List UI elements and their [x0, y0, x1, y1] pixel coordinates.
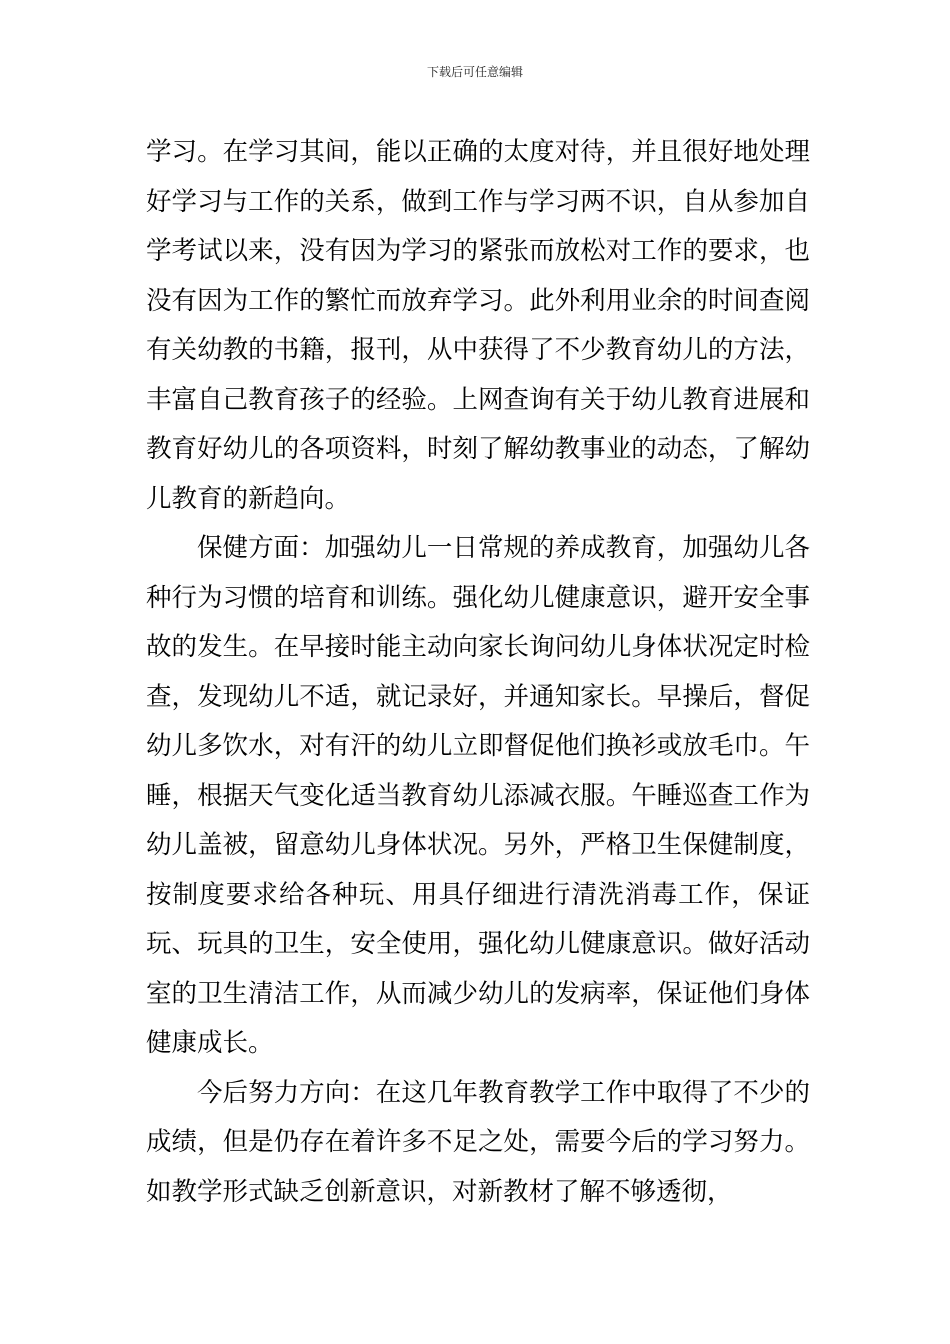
paragraph-health-care: 保健方面：加强幼儿一日常规的养成教育，加强幼儿各种行为习惯的培育和训练。强化幼儿健康意识，避开安全事故的发生。在早接时能主动向家长询问幼儿身体状况定时检查，发现幼儿不适，就记录好，并通知家长。早操后，督促幼儿多饮水，对有汗的幼儿立即督促他们换衫或放毛巾。午睡，根据天气变化适当教育幼儿添减衣服。午睡巡查工作为幼儿盖被，留意幼儿身体状况。另外，严格卫生保健制度，按制度要求给各种玩、用具仔细进行清洗消毒工作，保证玩、玩具的卫生，安全使用，强化幼儿健康意识。做好活动室的卫生清洁工作，从而减少幼儿的发病率，保证他们身体健康成长。 [146, 533, 810, 1058]
paragraph-future-direction: 今后努力方向：在这几年教育教学工作中取得了不少的成绩，但是仍存在着许多不足之处，需要今后的学习努力。如教学形式缺乏创新意识，对新教材了解不够透彻， [146, 1077, 810, 1207]
document-body [146, 128, 810, 1217]
paragraph-study: 学习。在学习其间，能以正确的太度对待，并且很好地处理好学习与工作的关系，做到工作与学习两不识，自从参加自学考试以来，没有因为学习的紧张而放松对工作的要求，也没有因为工作的繁忙而放弃学习。此外利用业余的时间查阅有关幼教的书籍，报刊，从中获得了不少教育幼儿的方法，丰富自己教育孩子的经验。上网查询有关于幼儿教育进展和教育好幼儿的各项资料，时刻了解幼教事业的动态，了解幼儿教育的新趋向。 [146, 137, 810, 514]
page-header: 下载后可任意编辑 [426, 65, 523, 79]
